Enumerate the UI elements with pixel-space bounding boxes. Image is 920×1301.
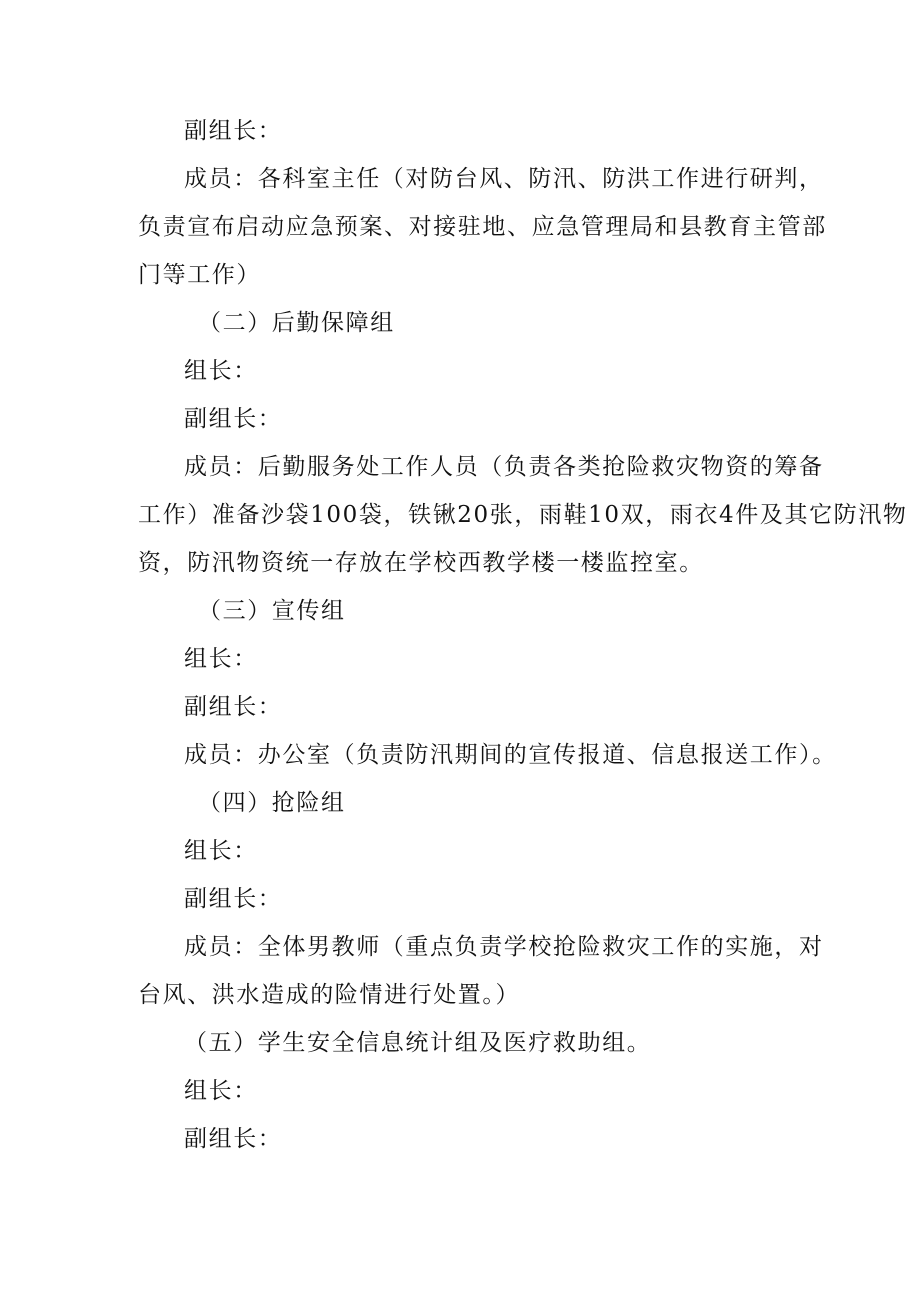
vice-leader-line-3: 副组长： (184, 694, 283, 720)
members-line-2-cont-b: 资，防汛物资统一存放在学校西教学楼一楼监控室。 (138, 550, 704, 576)
members-line-1-cont-b: 门等工作） (138, 262, 261, 288)
members-line-2: 成员：后勤服务处工作人员（负责各类抢险救灾物资的筹备 (184, 454, 824, 480)
vice-leader-line-5: 副组长： (184, 1126, 283, 1152)
members-line-4-cont: 台风、洪水造成的险情进行处置。） (138, 982, 521, 1008)
section-heading-student-safety: （五）学生安全信息统计组及医疗救助组。 (184, 1030, 652, 1056)
members-line-1-cont-a: 负责宣布启动应急预案、对接驻地、应急管理局和县教育主管部 (138, 214, 827, 240)
section-heading-publicity: （三）宣传组 (198, 598, 346, 624)
members-line-2-cont-a: 工作）准备沙袋100袋，铁锹20张，雨鞋10双，雨衣4件及其它防汛物 (138, 502, 908, 528)
leader-line-3: 组长： (184, 646, 258, 672)
members-line-1: 成员：各科室主任（对防台风、防汛、防洪工作进行研判， (184, 166, 824, 192)
vice-leader-line-4: 副组长： (184, 886, 283, 912)
members-line-4: 成员：全体男教师（重点负责学校抢险救灾工作的实施，对 (184, 934, 824, 960)
section-heading-rescue: （四）抢险组 (198, 790, 346, 816)
section-heading-logistics: （二）后勤保障组 (198, 310, 395, 336)
vice-leader-line-1: 副组长： (184, 118, 283, 144)
leader-line-5: 组长： (184, 1078, 258, 1104)
leader-line-2: 组长： (184, 358, 258, 384)
leader-line-4: 组长： (184, 838, 258, 864)
members-line-3: 成员：办公室（负责防汛期间的宣传报道、信息报送工作）。 (184, 742, 837, 768)
vice-leader-line-2: 副组长： (184, 406, 283, 432)
